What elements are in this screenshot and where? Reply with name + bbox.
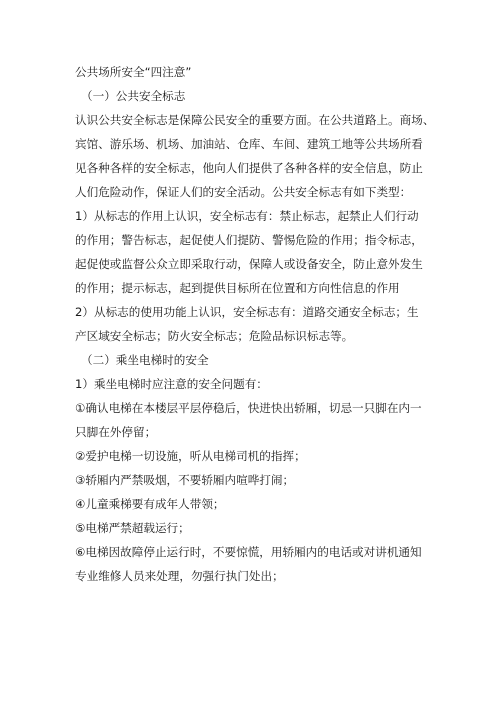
text-line: 人们危险动作，保证人们的安全活动。公共安全标志有如下类型： <box>75 185 412 199</box>
text-line: 的作用；警告标志，起促使人们提防、警惕危险的作用；指令标志， <box>75 233 423 247</box>
text-line: 2）从标志的使用功能上认识，安全标志有：道路交通安全标志；生 <box>75 305 419 319</box>
list-item: ⑤电梯严禁超载运行； <box>75 521 190 535</box>
list-item: ①确认电梯在本楼层平层停稳后，快进快出轿厢，切忌一只脚在内一 <box>75 401 422 415</box>
text-line: 起促使或监督公众立即采取行动，保障人或设备安全，防止意外发生 <box>75 257 423 271</box>
section-heading-public-safety-signs: （一）公共安全标志 <box>81 89 186 103</box>
text-line: 宾馆、游乐场、机场、加油站、仓库、车间、建筑工地等公共场所看 <box>75 137 423 151</box>
paragraph-sign-usage <box>75 300 435 348</box>
list-item-continuation: 专业维修人员来处理，勿强行执门处出； <box>75 569 284 583</box>
document-page <box>75 60 435 588</box>
list-item-continuation: 只脚在外停留； <box>75 425 157 439</box>
list-item: ②爱护电梯一切设施，听从电梯司机的指挥； <box>75 449 306 463</box>
text-line: 1）从标志的作用上认识，安全标志有：禁止标志，起禁止人们行动 <box>75 209 419 223</box>
text-line: 1）乘坐电梯时应注意的安全问题有： <box>75 377 268 391</box>
list-item: ⑥电梯因故障停止运行时，不要惊慌，用轿厢内的电话或对讲机通知 <box>75 545 422 559</box>
text-line: 认识公共安全标志是保障公民安全的重要方面。在公共道路上。商场、 <box>75 113 435 127</box>
paragraph-intro <box>75 108 435 204</box>
text-line: 的作用；提示标志，起到提供目标所在位置和方向性信息的作用 <box>75 281 400 295</box>
elevator-safety-list <box>75 396 435 588</box>
paragraph-sign-functions <box>75 204 435 300</box>
text-line: 产区域安全标志；防火安全标志；危险品标识标志等。 <box>75 329 354 343</box>
document-title: 公共场所安全“四注意” <box>75 65 192 79</box>
text-line: 见各种各样的安全标志，他向人们提供了各种各样的安全信息，防止 <box>75 161 423 175</box>
list-item: ④儿童乘梯要有成年人带领； <box>75 497 225 511</box>
list-item: ③轿厢内严禁吸烟，不要轿厢内喧哗打闹； <box>75 473 295 487</box>
section-heading-elevator-safety: （二）乘坐电梯时的安全 <box>81 353 209 367</box>
